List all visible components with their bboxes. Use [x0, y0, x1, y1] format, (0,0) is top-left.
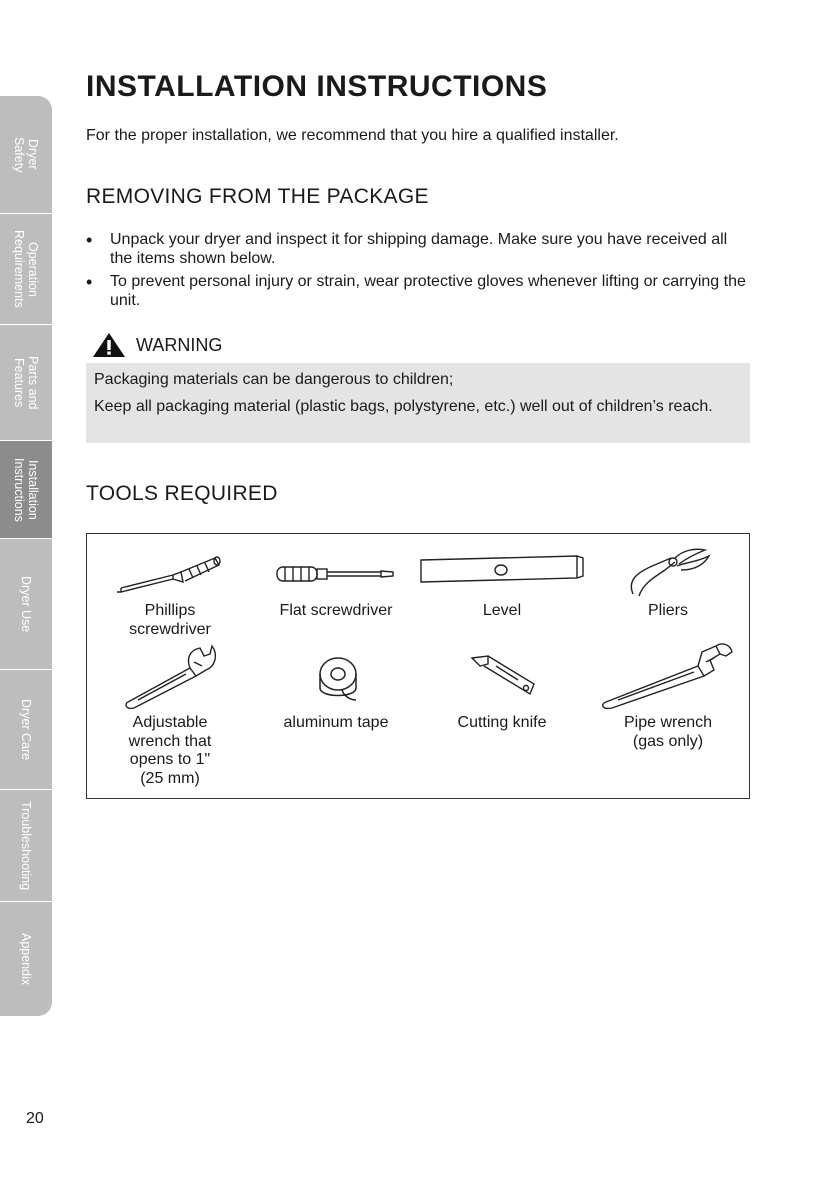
tool-label: Adjustable wrench that opens to 1" (25 mm) — [128, 714, 212, 787]
sidebar-tab-label: Troubleshooting — [19, 800, 33, 891]
warning-text: Keep all packaging material (plastic bags, polystyrene, etc.) well out of children’s reach. — [94, 398, 713, 415]
tools-heading: TOOLS REQUIRED — [86, 482, 278, 505]
bullet-item: • To prevent personal injury or strain, wear protective gloves whenever lifting or carrying the unit. — [86, 273, 746, 310]
adjustable-wrench-icon — [120, 644, 220, 710]
bullet-item: • Unpack your dryer and inspect it for shipping damage. Make sure you have received all the items shown below. — [86, 231, 746, 268]
aluminum-tape-icon — [286, 644, 386, 710]
sidebar-tab-label: Parts and Features — [12, 355, 40, 410]
sidebar-tabs — [0, 96, 52, 1016]
sidebar-tab-label: Dryer Care — [19, 698, 33, 761]
phillips-screwdriver-icon — [115, 548, 225, 598]
sidebar-tab-label: Appendix — [19, 932, 33, 986]
sidebar-tab-label: Operation Requirements — [12, 230, 40, 308]
sidebar-tab-appendix[interactable] — [0, 902, 52, 1016]
warning-triangle-icon — [92, 332, 126, 358]
removing-bullets — [86, 231, 746, 315]
pliers-icon — [623, 548, 713, 598]
warning-header — [92, 332, 222, 358]
tool-cutting-knife — [419, 644, 585, 733]
tool-flat-screwdriver — [253, 548, 419, 621]
sidebar-tab-label: Dryer Use — [19, 575, 33, 633]
tool-label: aluminum tape — [283, 714, 389, 731]
sidebar-tab-dryer-safety[interactable] — [0, 96, 52, 214]
sidebar-tab-dryer-use[interactable] — [0, 539, 52, 670]
tool-label: Phillips screwdriver — [129, 602, 211, 638]
sidebar-tab-troubleshooting[interactable] — [0, 790, 52, 902]
sidebar-tab-label: Dryer Safety — [12, 136, 40, 173]
sidebar-tab-operation-requirements[interactable] — [0, 214, 52, 325]
pipe-wrench-icon — [598, 638, 738, 710]
tool-label: Flat screwdriver — [279, 602, 393, 619]
tool-label: Cutting knife — [457, 714, 547, 731]
page-title: INSTALLATION INSTRUCTIONS — [86, 70, 548, 103]
sidebar-tab-parts-and-features[interactable] — [0, 325, 52, 441]
page-number: 20 — [26, 1110, 44, 1127]
cutting-knife-icon — [452, 644, 552, 710]
tool-label: Level — [482, 602, 522, 619]
sidebar-tab-installation-instructions[interactable] — [0, 441, 52, 539]
tool-label: Pliers — [647, 602, 688, 619]
flat-screwdriver-icon — [271, 548, 401, 598]
tool-label: Pipe wrench (gas only) — [623, 714, 713, 750]
sidebar-tab-dryer-care[interactable] — [0, 670, 52, 790]
tool-aluminum-tape — [253, 644, 419, 733]
sidebar-tab-label: Installation Instructions — [12, 457, 40, 522]
level-icon — [419, 548, 585, 598]
tool-adjustable-wrench — [87, 644, 253, 788]
tools-grid — [86, 533, 750, 799]
warning-text: Packaging materials can be dangerous to children; — [94, 371, 454, 388]
tool-pipe-wrench — [585, 638, 751, 751]
warning-box — [86, 363, 750, 443]
tool-pliers — [585, 548, 751, 621]
warning-label: WARNING — [136, 334, 223, 355]
tool-level — [419, 548, 585, 621]
removing-heading: REMOVING FROM THE PACKAGE — [86, 185, 429, 208]
intro-text: For the proper installation, we recommend that you hire a qualified installer. — [86, 127, 619, 144]
tool-phillips-screwdriver — [87, 548, 253, 639]
